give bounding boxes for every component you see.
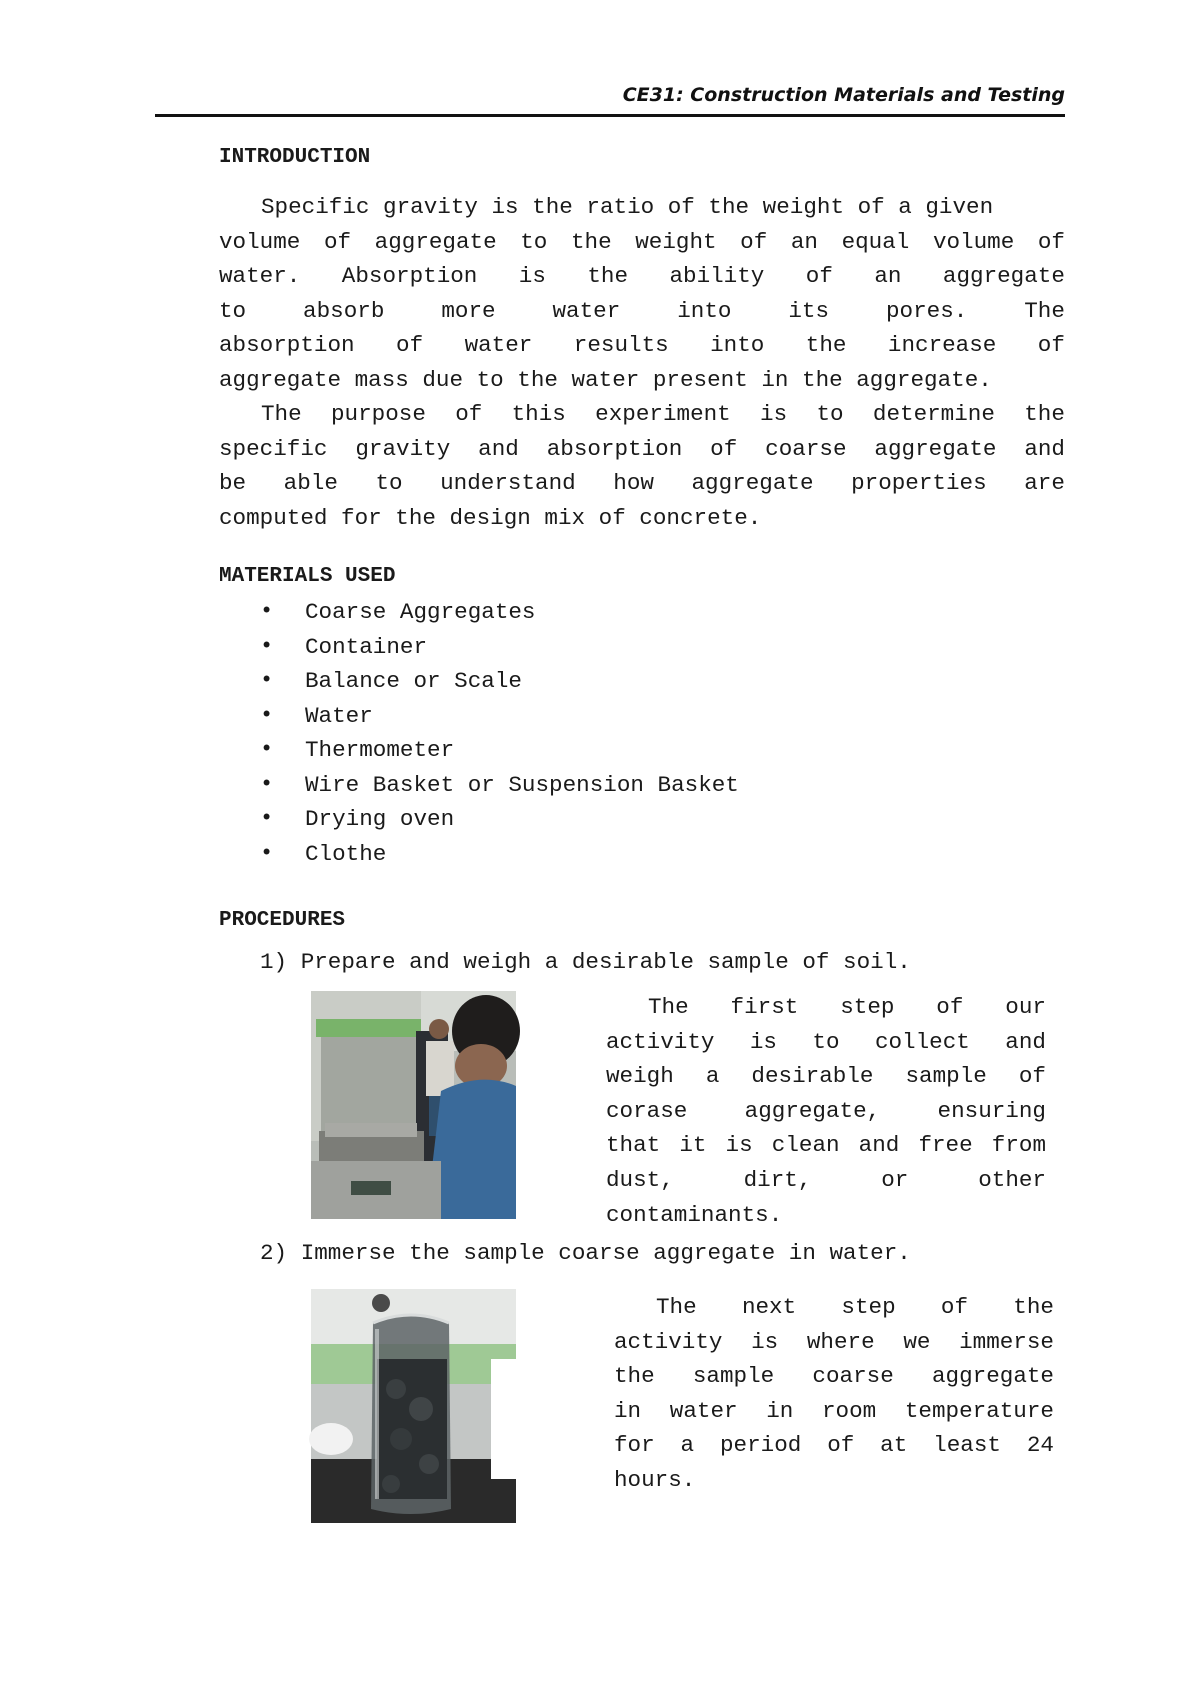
word: of xyxy=(936,994,964,1020)
word: step xyxy=(841,1294,896,1320)
word: be xyxy=(219,470,247,497)
step-text: Prepare and weigh a desirable sample of soil. xyxy=(300,949,911,975)
word: The xyxy=(261,401,302,427)
word: room xyxy=(821,1397,877,1424)
text-line xyxy=(219,225,1065,260)
word: aggregate xyxy=(931,1363,1054,1390)
word: weigh xyxy=(606,1063,674,1090)
word: and xyxy=(478,435,519,462)
word: where xyxy=(806,1328,875,1355)
word: water xyxy=(552,297,621,324)
word: understand xyxy=(440,470,576,497)
word: The xyxy=(648,994,689,1020)
word: sample xyxy=(692,1363,775,1390)
word: to xyxy=(219,297,247,324)
list-item-label: Clothe xyxy=(305,840,387,867)
step-number: 2) xyxy=(260,1240,288,1266)
word: ensuring xyxy=(937,1097,1046,1124)
word: the xyxy=(614,1363,655,1390)
word: clean xyxy=(771,1132,840,1159)
word: absorption xyxy=(546,435,683,462)
word: of xyxy=(1037,332,1065,359)
bullet-icon: • xyxy=(260,771,274,797)
word: equal xyxy=(841,228,910,255)
word: the xyxy=(805,332,847,359)
word: that xyxy=(606,1132,661,1159)
word: of xyxy=(1018,1063,1046,1090)
word: aggregate xyxy=(374,228,497,255)
text-line xyxy=(219,328,1065,363)
word: in xyxy=(766,1397,794,1424)
list-item-label: Drying oven xyxy=(305,806,455,832)
word: aggregate xyxy=(942,263,1065,290)
step-text: Immerse the sample coarse aggregate in water. xyxy=(300,1240,911,1266)
word: sample xyxy=(905,1063,987,1090)
word: other xyxy=(978,1166,1046,1193)
word: 24 xyxy=(1026,1432,1054,1459)
word: water xyxy=(464,332,533,359)
word: least xyxy=(933,1432,1001,1459)
word: desirable xyxy=(751,1063,874,1090)
text-line xyxy=(219,432,1065,467)
word: of xyxy=(396,332,424,359)
word: dirt, xyxy=(743,1166,812,1193)
list-item-label: Coarse Aggregates xyxy=(305,599,536,625)
immersion-photo-illustration xyxy=(311,1289,516,1523)
list-item xyxy=(260,595,739,630)
word: determine xyxy=(872,401,995,427)
list-item xyxy=(260,664,739,699)
procedure-step-2 xyxy=(260,1236,911,1270)
word: the xyxy=(1013,1294,1054,1320)
word: experiment xyxy=(595,401,731,427)
word: weight xyxy=(635,228,717,255)
word: to xyxy=(816,401,844,427)
course-title: CE31: Construction Materials and Testing xyxy=(622,84,1065,106)
word: aggregate, xyxy=(744,1097,881,1124)
list-item xyxy=(260,768,739,803)
photo-weighing-sample xyxy=(311,991,516,1219)
list-item xyxy=(260,837,739,872)
word: aggregate xyxy=(874,435,997,462)
text-line: aggregate mass due to the water present in the aggregate. xyxy=(219,366,992,393)
list-item xyxy=(260,630,739,665)
word: next xyxy=(741,1294,797,1320)
list-item-label: Container xyxy=(305,633,428,660)
word: aggregate xyxy=(691,470,814,497)
word: water. xyxy=(219,263,301,290)
word: of xyxy=(455,401,483,427)
word: and xyxy=(858,1132,900,1159)
text-line xyxy=(614,1325,1054,1360)
word: ability xyxy=(669,263,765,290)
materials-list xyxy=(260,595,739,871)
word: Absorption xyxy=(341,263,478,290)
word: of xyxy=(323,228,352,255)
word: first xyxy=(730,994,799,1020)
text-line xyxy=(606,1025,1046,1060)
text-line xyxy=(614,1428,1054,1463)
text-line xyxy=(606,1163,1046,1198)
bullet-icon: • xyxy=(260,668,274,693)
word: of xyxy=(1037,228,1065,255)
text-line xyxy=(219,466,1065,501)
text-line: contaminants. xyxy=(606,1201,783,1228)
text-line xyxy=(606,1128,1046,1163)
word: pores. xyxy=(885,297,968,324)
bullet-icon: • xyxy=(260,806,274,831)
step-1-description xyxy=(606,990,1046,1228)
word: a xyxy=(680,1432,695,1459)
word: is xyxy=(749,1028,777,1055)
text-line xyxy=(614,1290,1054,1325)
word: specific xyxy=(219,435,328,462)
word: of xyxy=(805,263,833,290)
list-item xyxy=(260,699,739,734)
word: its xyxy=(788,297,830,324)
text-line xyxy=(614,1359,1054,1394)
word: to xyxy=(375,470,403,497)
word: absorb xyxy=(303,297,385,324)
word: how xyxy=(613,470,654,497)
word: absorption xyxy=(219,332,355,359)
word: into xyxy=(677,297,732,324)
list-item-label: Balance or Scale xyxy=(305,668,522,694)
word: The xyxy=(1024,297,1065,324)
word: and xyxy=(1005,1028,1046,1055)
word: activity xyxy=(614,1328,723,1355)
word: of xyxy=(740,228,768,255)
word: free xyxy=(918,1132,973,1159)
word: is xyxy=(725,1132,753,1159)
word: in xyxy=(614,1397,642,1424)
photo-immersed-aggregate xyxy=(311,1289,516,1523)
word: of xyxy=(940,1294,969,1320)
text-line: hours. xyxy=(614,1466,696,1493)
bullet-icon: • xyxy=(260,737,274,762)
word: an xyxy=(874,263,902,290)
word: increase xyxy=(887,332,997,359)
list-item-label: Water xyxy=(305,702,373,729)
text-line xyxy=(219,397,1065,432)
word: dust, xyxy=(606,1166,674,1193)
text-line: Specific gravity is the ratio of the weight of a given xyxy=(261,194,994,220)
text-line xyxy=(219,259,1065,294)
word: from xyxy=(991,1132,1046,1159)
word: The xyxy=(656,1294,697,1320)
word: volume xyxy=(219,228,301,255)
word: or xyxy=(881,1166,909,1193)
introduction-heading: INTRODUCTION xyxy=(219,146,371,169)
word: and xyxy=(1024,435,1065,462)
bullet-icon: • xyxy=(260,633,274,659)
step-number: 1) xyxy=(260,949,288,975)
procedures-heading: PROCEDURES xyxy=(219,909,346,932)
word: properties xyxy=(851,470,987,497)
list-item xyxy=(260,802,739,837)
text-line xyxy=(219,294,1065,329)
weighing-photo-illustration xyxy=(311,991,516,1219)
word: is xyxy=(760,401,788,427)
word: an xyxy=(790,228,818,255)
introduction-paragraph-1 xyxy=(219,190,1065,398)
word: of xyxy=(827,1432,855,1459)
word: we xyxy=(903,1328,931,1355)
text-line xyxy=(614,1394,1054,1429)
introduction-paragraph-2 xyxy=(219,397,1065,535)
page-header xyxy=(155,84,1065,117)
word: into xyxy=(710,332,765,359)
word: a xyxy=(705,1063,720,1090)
word: gravity xyxy=(355,435,451,462)
word: results xyxy=(573,332,669,359)
word: step xyxy=(840,994,895,1020)
word: for xyxy=(614,1432,655,1459)
word: the xyxy=(570,228,612,255)
word: coarse xyxy=(812,1363,894,1390)
word: collect xyxy=(874,1028,970,1055)
list-item xyxy=(260,733,739,768)
bullet-icon: • xyxy=(260,840,274,866)
word: volume xyxy=(932,228,1015,255)
word: corase xyxy=(606,1097,688,1124)
word: to xyxy=(812,1028,840,1055)
list-item-label: Wire Basket or Suspension Basket xyxy=(305,771,739,798)
word: more xyxy=(441,297,496,324)
word: temperature xyxy=(904,1397,1054,1424)
text-line: computed for the design mix of concrete. xyxy=(219,504,762,531)
word: period xyxy=(719,1432,802,1459)
word: of xyxy=(710,435,738,462)
word: at xyxy=(880,1432,908,1459)
procedure-step-1 xyxy=(260,945,911,979)
word: coarse xyxy=(765,435,847,462)
word: able xyxy=(283,470,338,497)
word: activity xyxy=(606,1028,715,1055)
word: immerse xyxy=(959,1328,1054,1355)
word: our xyxy=(1005,994,1046,1020)
text-line xyxy=(606,1059,1046,1094)
word: are xyxy=(1024,470,1065,497)
word: is xyxy=(518,263,546,290)
materials-heading: MATERIALS USED xyxy=(219,565,396,588)
word: this xyxy=(511,401,566,427)
text-line xyxy=(606,1094,1046,1129)
word: is xyxy=(751,1328,779,1355)
word: purpose xyxy=(330,401,426,427)
word: to xyxy=(520,228,548,255)
bullet-icon: • xyxy=(260,702,274,728)
step-2-description xyxy=(614,1290,1054,1505)
list-item-label: Thermometer xyxy=(305,737,455,763)
word: water xyxy=(669,1397,738,1424)
bullet-icon: • xyxy=(260,599,274,624)
word: it xyxy=(679,1132,707,1159)
word: the xyxy=(587,263,629,290)
text-line xyxy=(606,990,1046,1025)
word: the xyxy=(1024,401,1065,427)
